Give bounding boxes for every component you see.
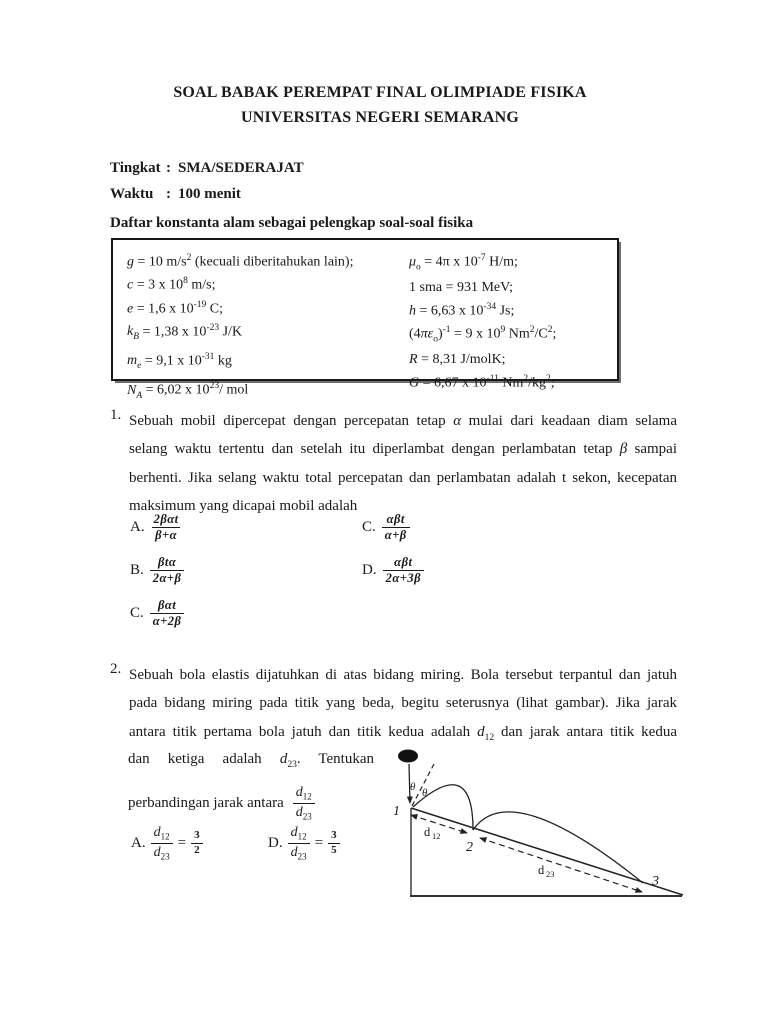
ratio-line-text: perbandingan jarak antara	[128, 794, 284, 811]
question-text-line: Sebuah bola elastis dijatuhkan di atas bidang miring. Bola tersebut terpantul dan jatuh	[129, 667, 677, 683]
answer-option	[130, 549, 184, 592]
constant-item: e = 1,6 x $10^{-19}$ C;	[127, 299, 224, 317]
title-line-2: UNIVERSITAS NEGERI SEMARANG	[240, 109, 520, 126]
answer-option	[130, 592, 184, 635]
option-fraction	[150, 555, 185, 586]
constant-item: G = 6,67 x $10^{-11}$ $Nm^2/kg^2$;	[409, 373, 555, 391]
constants-box	[111, 238, 619, 401]
answer-option	[362, 549, 424, 592]
fraction-denominator: α+2β	[150, 613, 185, 629]
exam-level-label: Tingkat	[110, 160, 161, 176]
fraction-numerator: $d_{12}$	[153, 825, 170, 842]
constant-item: c = 3 x $10^8$ m/s;	[127, 276, 216, 293]
option-letter: B.	[130, 562, 144, 578]
fraction-numerator: $d_{12}$	[295, 785, 312, 802]
second-bounce-arc	[473, 812, 643, 883]
fraction-numerator: 3	[331, 828, 337, 841]
option-ratio-fraction	[288, 824, 310, 862]
constants-heading: Daftar konstanta alam sebagai pelengkap soal-soal fisika	[110, 215, 474, 231]
option-value-fraction	[328, 829, 340, 858]
theta-right-label: θ	[422, 787, 428, 799]
fraction-numerator: αβt	[386, 512, 405, 527]
question-1	[110, 407, 677, 521]
d23-distance-label: d	[538, 863, 545, 877]
question-2-text	[129, 661, 677, 752]
d23-distance-arrow	[480, 838, 642, 892]
bounce-point-2-label: 2	[466, 840, 473, 855]
fraction-denominator: $d_{23}$	[151, 843, 173, 862]
option-letter: D.	[268, 834, 283, 851]
constant-item: h = 6,63 x $10^{-34}$ Js;	[409, 301, 515, 319]
question-1-text	[129, 407, 677, 521]
option-ratio-fraction	[151, 824, 173, 862]
fraction-numerator: βtα	[157, 555, 177, 570]
fraction-numerator: 2βαt	[153, 512, 179, 527]
constants-column-left	[127, 249, 409, 401]
fraction-denominator: β+α	[152, 527, 180, 543]
q2-figure-inclined-plane	[372, 744, 692, 902]
constant-item: $N_A = 6,02$ x $10^{23}/$ mol	[127, 380, 249, 401]
question-text-line: dan ketiga adalah $d_{23}$. Tentukan	[128, 751, 375, 770]
constant-item: $(4\pi\varepsilon_o)^{-1} = 9$ x $10^9$ $Nm^2/C^2$;	[409, 324, 557, 345]
constants-column-right	[409, 249, 613, 391]
constant-item: g = 10 $m/s^2$ (kecuali diberitahukan lain);	[127, 253, 354, 270]
d12-distance-label: d	[424, 825, 431, 839]
question-text-line: selang waktu tertentu dan setelah itu diperlambat dengan perlambatan tetap β sampai	[129, 441, 677, 458]
question-text-line: pada bidang miring pada titik yang beda, begitu seterusnya (lihat gambar). Jika jarak	[129, 695, 677, 712]
answer-option	[131, 822, 268, 864]
fraction-numerator: βαt	[157, 598, 177, 613]
bounce-point-3-label: 3	[652, 874, 659, 889]
fraction-denominator: $d_{23}$	[293, 803, 315, 822]
option-value-fraction	[191, 829, 203, 858]
fraction-numerator: $d_{12}$	[290, 825, 307, 842]
question-2-wrapped-text	[128, 745, 374, 824]
exam-duration-colon: :	[166, 185, 171, 202]
distance-ratio-fraction	[293, 784, 315, 822]
question-1-justified-lines	[129, 407, 677, 492]
equals-sign: =	[314, 834, 324, 851]
fraction-denominator: 2	[191, 843, 203, 858]
fraction-denominator: 2α+β	[150, 570, 185, 586]
answer-option	[130, 506, 184, 549]
question-2-justified-lines	[129, 661, 677, 752]
fraction-denominator: $d_{23}$	[288, 843, 310, 862]
option-fraction	[150, 598, 185, 629]
constant-item: $m_e = 9,1$ x $10^{-31}$ kg	[127, 351, 232, 372]
bounce-point-1-label: 1	[393, 804, 400, 819]
option-letter: D.	[362, 562, 377, 578]
fraction-denominator: α+β	[382, 527, 410, 543]
option-letter: A.	[131, 834, 146, 851]
option-fraction	[151, 512, 182, 543]
exam-level-value: SMA/SEDERAJAT	[178, 160, 304, 176]
question-2-number: 2.	[110, 661, 122, 677]
answer-option	[362, 506, 424, 549]
theta-left-label: θ	[410, 781, 416, 793]
exam-level-row	[110, 156, 304, 182]
option-fraction	[383, 555, 424, 586]
ratio-line	[128, 782, 374, 824]
constant-item: 1 sma = 931 MeV;	[409, 280, 514, 296]
constant-item: $k_B = 1,38$ x $10^{-23}$ J/K	[127, 322, 243, 343]
option-fraction	[382, 512, 410, 543]
fraction-denominator: 2α+3β	[383, 570, 424, 586]
q1-options-left-column	[130, 506, 184, 635]
question-1-number: 1.	[110, 407, 122, 423]
exam-level-colon: :	[166, 160, 171, 176]
option-letter: C.	[130, 605, 144, 621]
question-text-last-line: maksimum yang dicapai mobil adalah	[129, 498, 358, 515]
exam-meta	[110, 156, 304, 207]
question-text-line: berhenti. Jika selang waktu total percepatan dan perlambatan adalah t sekon, kecepatan	[129, 469, 677, 486]
question-2	[110, 661, 677, 752]
title-line-1: SOAL BABAK PEREMPAT FINAL OLIMPIADE FISIKA	[173, 84, 587, 101]
constant-item: $\mu_o = 4\pi$ x $10^{-7}$ H/m;	[409, 253, 518, 273]
option-letter: C.	[362, 519, 376, 535]
d12-distance-label-subscript: 12	[432, 831, 441, 841]
document-title	[110, 80, 650, 130]
question-text-line: antara titik pertama bola jatuh dan titik kedua adalah $d_{12}$ dan jarak antara titik kedua	[129, 723, 677, 743]
exam-duration-value: 100 menit	[178, 185, 241, 202]
q2-options-row	[131, 822, 340, 864]
d23-distance-label-subscript: 23	[546, 869, 555, 879]
option-letter: A.	[130, 519, 145, 535]
constant-item: R = 8,31 J/molK;	[409, 351, 506, 367]
exam-duration-row	[110, 182, 304, 208]
exam-duration-label: Waktu	[110, 185, 154, 202]
ball	[398, 750, 418, 763]
equals-sign: =	[177, 834, 187, 851]
fraction-numerator: αβt	[394, 555, 413, 570]
answer-option	[268, 822, 340, 864]
question-text-line: Sebuah mobil dipercepat dengan percepatan tetap α mulai dari keadaan diam selama	[129, 413, 677, 429]
fraction-denominator: 5	[328, 843, 340, 858]
fraction-numerator: 3	[194, 828, 200, 841]
q1-options-right-column	[362, 506, 424, 592]
